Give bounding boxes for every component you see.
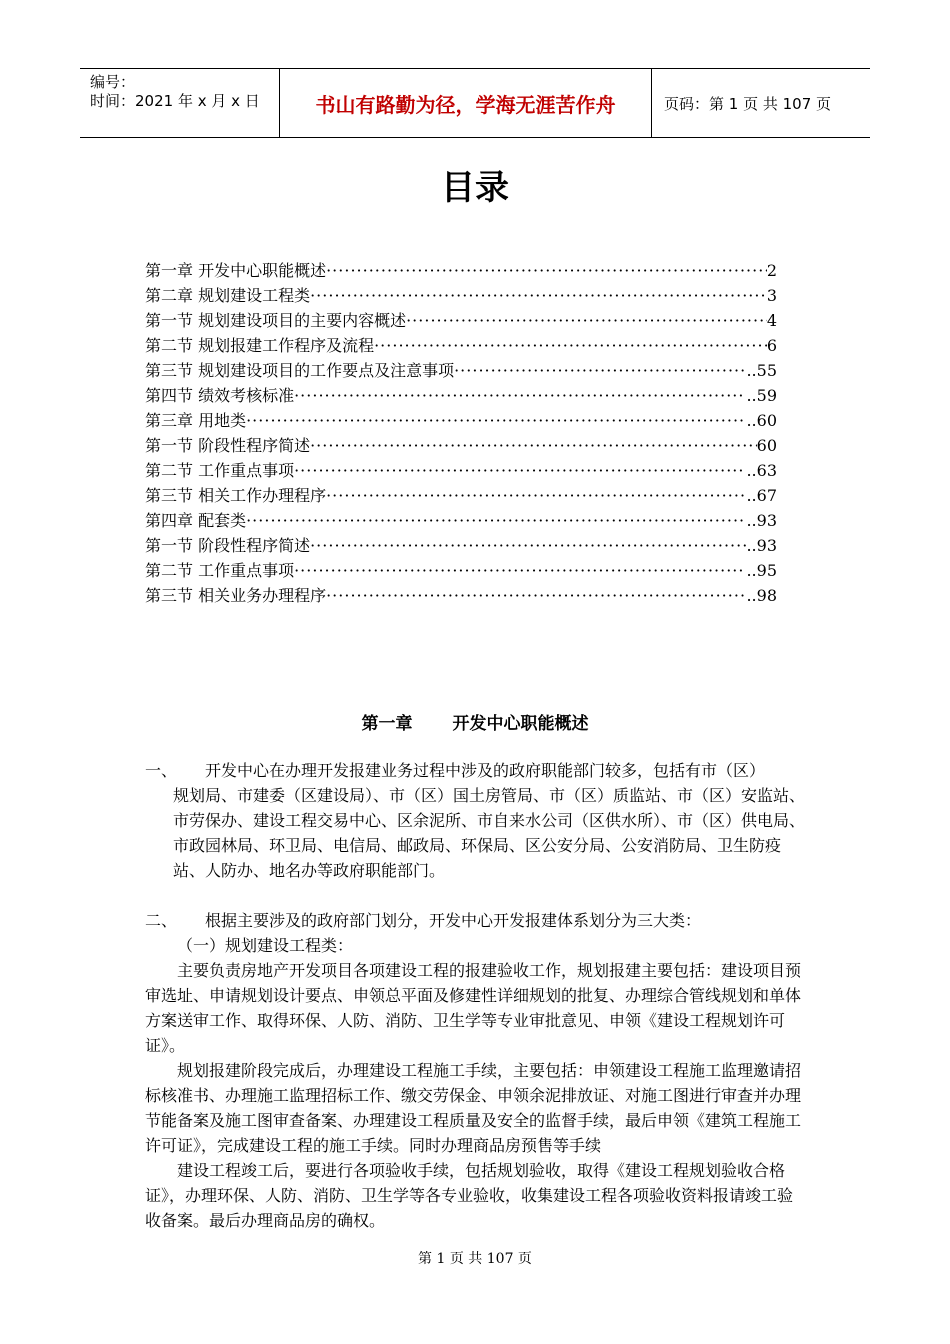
header-motto: 书山有路勤为径，学海无涯苦作舟 xyxy=(280,69,652,137)
toc-entry-page: 4 xyxy=(766,311,777,330)
header-meta xyxy=(80,69,280,137)
toc-entry-label: 第三节 相关业务办理程序 xyxy=(145,586,327,605)
toc-entry-page: ..63 xyxy=(746,461,777,480)
chapter-body-2 xyxy=(145,908,807,1233)
list-item-continuation: 规划局、市建委（区建设局）、市（区）国土房管局、市（区）质监站、市（区）安监站、市劳保办、建设工程交易中心、区余泥所、市自来水公司（区供水所）、市（区）供电局、市政园林局、环卫局、电信局、邮政局、环保局、区公安分局、公安消防局、卫生防疫站、人防办、地名办等政府职能部门。 xyxy=(173,786,806,880)
list-item-text: 根据主要涉及的政府部门划分，开发中心开发报建体系划分为三大类： xyxy=(205,911,702,930)
list-item-number: 二、 xyxy=(145,911,178,930)
toc-leader xyxy=(294,386,746,405)
table-of-contents xyxy=(145,258,777,608)
toc-entry[interactable] xyxy=(145,308,777,333)
toc-entry-page: ..93 xyxy=(746,511,777,530)
toc-entry-label: 第四节 绩效考核标准 xyxy=(145,386,295,405)
toc-entry-label: 第三节 规划建设项目的工作要点及注意事项 xyxy=(145,361,455,380)
toc-entry[interactable] xyxy=(145,408,777,433)
toc-entry-label: 第二节 规划报建工作程序及流程 xyxy=(145,336,375,355)
header-page-info: 页码：第 1 页 共 107 页 xyxy=(664,94,832,113)
toc-entry-label: 第三章 用地类 xyxy=(145,411,247,430)
list-item-number: 一、 xyxy=(145,761,178,780)
toc-leader xyxy=(310,536,746,555)
toc-entry-label: 第一节 阶段性程序简述 xyxy=(145,436,311,455)
toc-entry[interactable] xyxy=(145,508,777,533)
toc-entry[interactable] xyxy=(145,433,777,458)
toc-leader xyxy=(326,586,746,605)
toc-leader xyxy=(374,336,767,355)
toc-entry-page: 6 xyxy=(766,336,777,355)
toc-entry[interactable] xyxy=(145,383,777,408)
toc-entry-label: 第四章 配套类 xyxy=(145,511,247,530)
list-item xyxy=(145,908,807,933)
toc-entry-page: ..98 xyxy=(746,586,777,605)
toc-entry-page: 60 xyxy=(756,436,777,455)
toc-entry-page: ..59 xyxy=(746,386,777,405)
toc-entry-label: 第一章 开发中心职能概述 xyxy=(145,261,327,280)
header-time-label: 时间：2021 年 x 月 x 日 xyxy=(90,92,260,110)
page-header xyxy=(80,68,870,138)
toc-entry-page: 2 xyxy=(766,261,777,280)
toc-entry[interactable] xyxy=(145,533,777,558)
toc-entry-label: 第二节 工作重点事项 xyxy=(145,561,295,580)
toc-entry[interactable] xyxy=(145,283,777,308)
toc-leader xyxy=(310,286,767,305)
page-footer: 第 1 页 共 107 页 xyxy=(418,1251,532,1267)
toc-entry-page: ..67 xyxy=(746,486,777,505)
chapter-number: 第一章 xyxy=(361,714,413,734)
toc-entry-page: ..95 xyxy=(746,561,777,580)
toc-leader xyxy=(246,411,746,430)
toc-entry-page: 3 xyxy=(766,286,777,305)
header-number-label: 编号： xyxy=(90,73,136,91)
toc-entry[interactable] xyxy=(145,333,777,358)
paragraph: 规划报建阶段完成后，办理建设工程施工手续，主要包括：申领建设工程施工监理邀请招标核准书、办理施工监理招标工作、缴交劳保金、申领余泥排放证、对施工图进行审查并办理节能备案及施工图审查备案、办理建设工程质量及安全的监督手续，最后申领《建筑工程施工许可证》，完成建设工程的施工手续。同时办理商品房预售等手续 xyxy=(145,1061,802,1155)
toc-entry[interactable] xyxy=(145,583,777,608)
list-item xyxy=(145,758,807,783)
toc-title: 目录 xyxy=(441,168,509,208)
chapter-heading xyxy=(0,709,950,734)
list-item-text: 开发中心在办理开发报建业务过程中涉及的政府职能部门较多，包括有市（区） xyxy=(205,761,766,780)
toc-entry-label: 第一节 阶段性程序简述 xyxy=(145,536,311,555)
subheading: （一）规划建设工程类： xyxy=(177,936,354,955)
toc-entry-page: ..55 xyxy=(746,361,777,380)
toc-entry-page: ..93 xyxy=(746,536,777,555)
paragraph: 建设工程竣工后，要进行各项验收手续，包括规划验收，取得《建设工程规划验收合格证》，办理环保、人防、消防、卫生学等各专业验收，收集建设工程各项验收资料报请竣工验收备案。最后办理商品房的确权。 xyxy=(145,1161,794,1230)
chapter-title: 开发中心职能概述 xyxy=(452,714,589,734)
toc-leader xyxy=(294,461,746,480)
toc-leader xyxy=(326,261,767,280)
toc-entry-label: 第二章 规划建设工程类 xyxy=(145,286,311,305)
toc-leader xyxy=(454,361,746,380)
toc-entry[interactable] xyxy=(145,258,777,283)
toc-entry[interactable] xyxy=(145,358,777,383)
toc-leader xyxy=(310,436,757,455)
toc-leader xyxy=(294,561,746,580)
paragraph: 主要负责房地产开发项目各项建设工程的报建验收工作，规划报建主要包括：建设项目预审选址、申请规划设计要点、申领总平面及修建性详细规划的批复、办理综合管线规划和单体方案送审工作、取得环保、人防、消防、卫生学等专业审批意见、申领《建设工程规划许可证》。 xyxy=(145,961,802,1055)
toc-leader xyxy=(406,311,767,330)
toc-entry-page: ..60 xyxy=(746,411,777,430)
toc-entry-label: 第二节 工作重点事项 xyxy=(145,461,295,480)
toc-entry[interactable] xyxy=(145,483,777,508)
toc-entry-label: 第一节 规划建设项目的主要内容概述 xyxy=(145,311,407,330)
chapter-body xyxy=(145,758,807,883)
toc-entry[interactable] xyxy=(145,558,777,583)
toc-entry[interactable] xyxy=(145,458,777,483)
toc-leader xyxy=(326,486,746,505)
toc-entry-label: 第三节 相关工作办理程序 xyxy=(145,486,327,505)
toc-leader xyxy=(246,511,746,530)
